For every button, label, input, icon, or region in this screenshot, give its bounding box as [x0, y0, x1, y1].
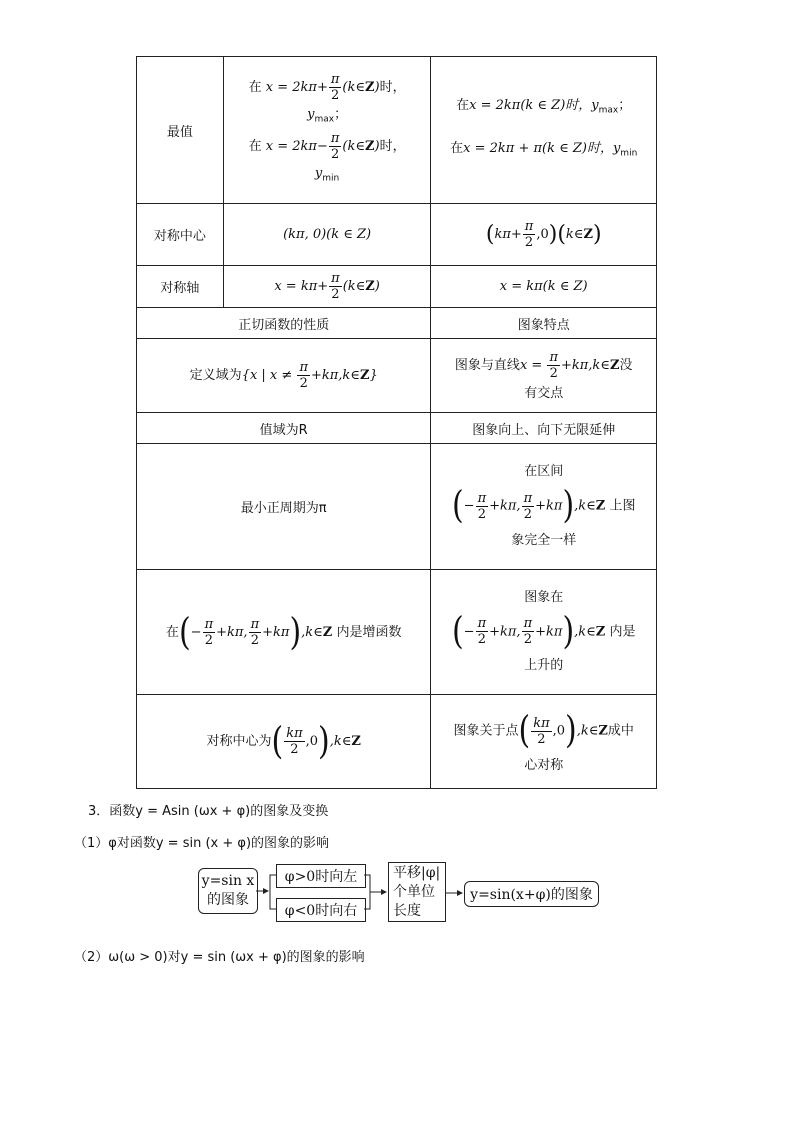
row-label-center: 对称中心: [137, 204, 224, 266]
sin-center-cell: (kπ, 0)(k ∈ Z): [223, 204, 431, 266]
tan-domain-cell: 定义域为{x | x ≠ $\frac{\pi}{2}$ +kπ,k∈Z}: [137, 339, 431, 413]
cond-positive-label: φ>0时向左: [284, 869, 358, 885]
cos-max-cell: 在x = 2kπ(k ∈ Z)时，$y_{max}$； 在x = 2kπ + π(k ∈ Z)时，$y_{min}$: [431, 57, 657, 204]
table-row: [137, 339, 657, 413]
tan-range-graph-cell: 图象向上、向下无限延伸: [431, 413, 657, 444]
table-row: [137, 204, 657, 266]
cond-negative-label: φ<0时向右: [284, 903, 358, 919]
tan-symmetry-graph-cell: 图象关于点( $\frac{k\pi}{2}$ ,0),k∈Z成中 心对称: [431, 695, 657, 789]
row-label-axis: 对称轴: [137, 266, 224, 308]
table-row: [137, 695, 657, 789]
result-label: y=sin(x+φ)的图象: [470, 887, 593, 903]
shift-line-3: 长度: [393, 902, 421, 919]
start-line-2: 的图象: [207, 892, 249, 908]
table-row: [137, 570, 657, 695]
shift-line-2: 个单位: [393, 883, 435, 900]
properties-table: [136, 56, 657, 789]
tan-increasing-graph-cell: 图象在 (− $\frac{\pi}{2}$ +kπ, $\frac{\pi}{2}$ +kπ),k∈Z 内是 上升的: [431, 570, 657, 695]
cos-center-cell: (kπ+ $\frac{\pi}{2}$ ,0)(k∈Z): [431, 204, 657, 266]
table-header-row: [137, 308, 657, 339]
tan-domain-graph-cell: 图象与直线x = $\frac{\pi}{2}$ +kπ,k∈Z没 有交点: [431, 339, 657, 413]
tan-period-graph-cell: 在区间 (− $\frac{\pi}{2}$ +kπ, $\frac{\pi}{2}$ +kπ),k∈Z 上图 象完全一样: [431, 444, 657, 570]
shift-line-1: 平移|φ|: [393, 864, 441, 881]
subsection-1-title: （1）φ对函数y = sin (x + φ)的图象的影响: [74, 836, 330, 851]
cond-negative-box: [276, 898, 366, 922]
table-row: [137, 444, 657, 570]
row-label-max: 最值: [137, 57, 224, 204]
section-3-title: 3．函数y = Asin (ωx + φ)的图象及变换: [88, 804, 329, 819]
table-row: [137, 57, 657, 204]
tan-increasing-cell: 在(− $\frac{\pi}{2}$ +kπ, $\frac{\pi}{2}$ +kπ),k∈Z 内是增函数: [137, 570, 431, 695]
start-line-1: y=sin x: [201, 873, 255, 889]
subsection-2-title: （2）ω(ω > 0)对y = sin (ωx + φ)的图象的影响: [74, 950, 365, 965]
shift-box: [388, 862, 446, 922]
header-graph-features: 图象特点: [431, 308, 657, 339]
cond-positive-box: [276, 864, 366, 888]
table-row: [137, 413, 657, 444]
cos-axis-cell: x = kπ(k ∈ Z): [431, 266, 657, 308]
header-tan-properties: 正切函数的性质: [137, 308, 431, 339]
result-box: [464, 881, 599, 907]
sin-axis-cell: x = kπ+ $\frac{\pi}{2}$ (k∈Z): [223, 266, 431, 308]
table-row: [137, 266, 657, 308]
tan-period-cell: 最小正周期为π: [137, 444, 431, 570]
tan-symmetry-cell: 对称中心为( $\frac{k\pi}{2}$ ,0),k∈Z: [137, 695, 431, 789]
sin-max-cell: 在 x = 2kπ+ $\frac{\pi}{2}$ (k∈Z)时， $y_{max}$； 在 x = 2kπ− $\frac{\pi}{2}$ (k∈Z)时， $y_{min}$: [223, 57, 431, 204]
start-box: [198, 868, 258, 914]
tan-range-cell: 值域为R: [137, 413, 431, 444]
